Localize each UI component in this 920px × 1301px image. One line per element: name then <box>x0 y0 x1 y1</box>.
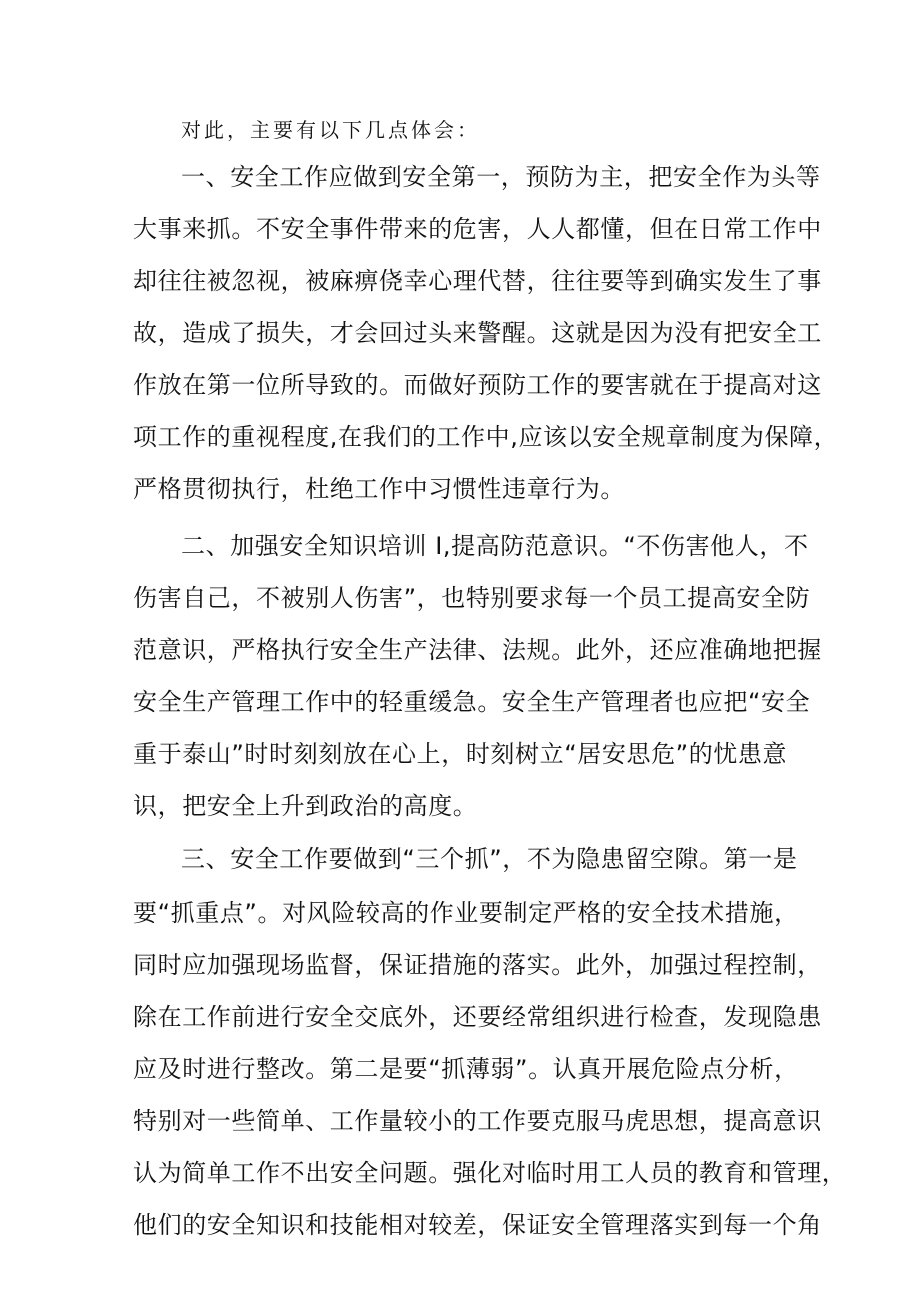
paragraph-1-line-4: 故，造成了损失，才会回过头来警醒。这就是因为没有把安全工 <box>133 319 822 347</box>
paragraph-1-line-6: 项工作的重视程度,在我们的工作中,应该以安全规章制度为保障， <box>133 423 839 451</box>
paragraph-2-line-6: 识，把安全上升到政治的高度。 <box>133 792 478 820</box>
paragraph-3-line-5: 应及时进行整改。第二是要“抓薄弱”。认真开展危险点分析， <box>133 1055 799 1083</box>
paragraph-1-line-2: 大事来抓。不安全事件带来的危害，人人都懂，但在日常工作中 <box>133 215 822 243</box>
intro-line: 对此，主要有以下几点体会： <box>181 118 480 142</box>
paragraph-2-line-1: 二、加强安全知识培训 I,提高防范意识。“不伤害他人，不 <box>181 532 809 560</box>
paragraph-3-line-1: 三、安全工作要做到“三个抓”，不为隐患留空隙。第一是 <box>181 845 798 873</box>
paragraph-1-line-5: 作放在第一位所导致的。而做好预防工作的要害就在于提高对这 <box>133 371 822 399</box>
paragraph-3-line-2: 要“抓重点”。对风险较高的作业要制定严格的安全技术措施， <box>133 899 799 927</box>
paragraph-3-line-7: 认为简单工作不出安全问题。强化对临时用工人员的教育和管理， <box>133 1159 847 1187</box>
paragraph-1-line-7: 严格贯彻执行，杜绝工作中习惯性违章行为。 <box>133 475 625 503</box>
paragraph-3-line-6: 特别对一些简单、工作量较小的工作要克服马虎思想，提高意识 <box>133 1107 822 1135</box>
paragraph-1-line-3: 却往往被忽视，被麻痹侥幸心理代替，往往要等到确实发生了事 <box>133 267 822 295</box>
paragraph-2-line-2: 伤害自己，不被别人伤害”，也特别要求每一个员工提高安全防 <box>133 584 811 612</box>
paragraph-3-line-8: 他们的安全知识和技能相对较差，保证安全管理落实到每一个角 <box>133 1211 822 1239</box>
paragraph-2-line-5: 重于泰山”时时刻刻放在心上，时刻树立“居安思危”的忧患意 <box>133 740 788 768</box>
paragraph-1-line-1: 一、安全工作应做到安全第一，预防为主，把安全作为头等 <box>181 163 821 191</box>
paragraph-2-line-3: 范意识，严格执行安全生产法律、法规。此外，还应准确地把握 <box>133 636 822 664</box>
paragraph-3-line-3: 同时应加强现场监督，保证措施的落实。此外，加强过程控制， <box>133 951 822 979</box>
paragraph-3-line-4: 除在工作前进行安全交底外，还要经常组织进行检查，发现隐患 <box>133 1003 822 1031</box>
paragraph-2-line-4: 安全生产管理工作中的轻重缓急。安全生产管理者也应把“安全 <box>133 688 811 716</box>
